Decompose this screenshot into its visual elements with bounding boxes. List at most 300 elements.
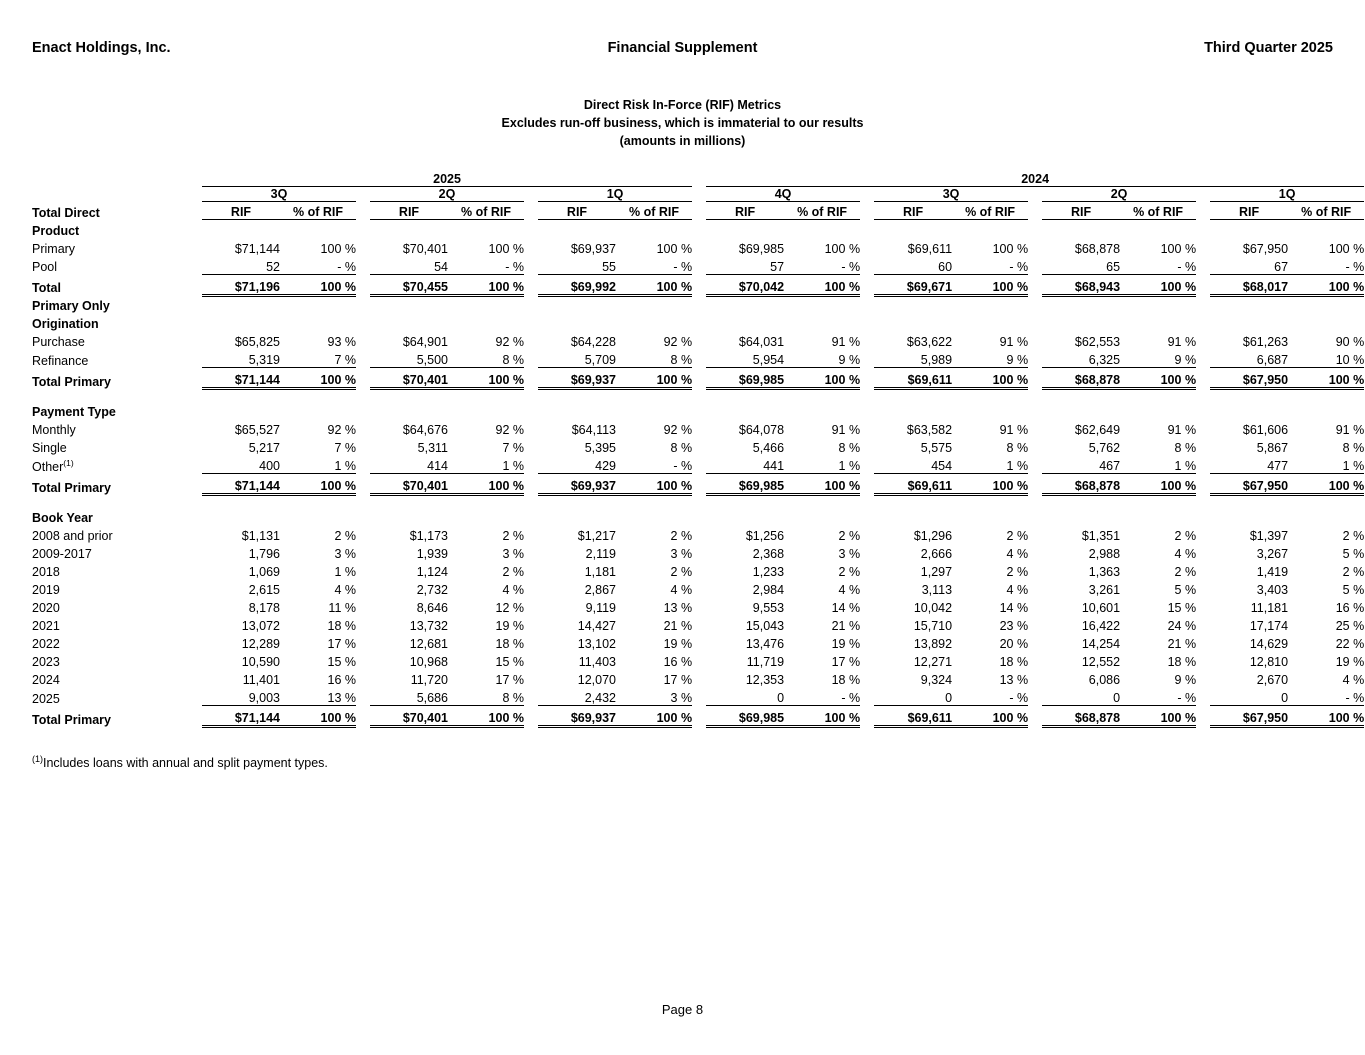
cell-value: 7 % <box>334 353 356 368</box>
row-label: 2019 <box>32 583 60 598</box>
cell-value: 91 % <box>1167 423 1197 438</box>
table-row <box>32 669 1364 687</box>
year-header-row <box>32 172 1364 187</box>
table-row <box>32 579 1364 597</box>
cell-value: 9,324 <box>920 673 953 688</box>
table-row <box>32 633 1364 651</box>
cell-value: 2,984 <box>752 583 785 598</box>
cell-value: $69,937 <box>538 706 616 727</box>
cell-value: $65,527 <box>234 423 280 438</box>
column-header-row <box>32 202 1364 220</box>
cell-value: 1,124 <box>416 565 448 580</box>
row-label: 2024 <box>32 673 60 688</box>
cell-value: 92 % <box>495 335 524 350</box>
cell-value: 13,072 <box>241 619 280 634</box>
cell-value: $69,985 <box>738 241 785 256</box>
cell-value: 10,042 <box>913 601 953 616</box>
cell-value: $70,455 <box>370 274 448 295</box>
cell-value: 13 % <box>663 601 693 616</box>
cell-value: 454 <box>931 459 953 474</box>
footnote <box>32 754 1333 770</box>
cell-value: 90 % <box>1335 335 1365 350</box>
cell-value: $70,042 <box>706 274 784 295</box>
cell-value: $1,296 <box>913 529 953 544</box>
cell-value: - % <box>505 259 524 274</box>
cell-value: 8 % <box>1174 441 1197 456</box>
cell-value: 13,476 <box>745 637 785 652</box>
cell-value: 0 <box>777 691 785 706</box>
cell-value: 91 % <box>1167 335 1197 350</box>
col-header-pct-5: % of RIF <box>952 202 1028 220</box>
cell-value: 100 % <box>280 274 356 295</box>
cell-value: 467 <box>1099 459 1121 474</box>
cell-value: 4 % <box>670 583 693 598</box>
cell-value: 91 % <box>999 335 1029 350</box>
cell-value: 100 % <box>1160 241 1197 256</box>
cell-value: 11,181 <box>1250 601 1289 616</box>
document-title: Financial Supplement <box>607 40 758 56</box>
spacer-row <box>32 495 1364 508</box>
cell-value: 6,086 <box>1088 673 1121 688</box>
cell-value: 3,267 <box>1256 547 1289 562</box>
cell-value: 11,719 <box>746 655 785 670</box>
page-number: Page 8 <box>661 1002 704 1017</box>
cell-value: 8 % <box>838 441 861 456</box>
cell-value: 100 % <box>616 368 692 389</box>
cell-value: - % <box>1177 259 1197 274</box>
cell-value: 1,069 <box>248 565 280 580</box>
footnote-text: Includes loans with annual and split payment types. <box>43 756 328 771</box>
spacer-row <box>32 389 1364 402</box>
col-header-rif-4: RIF <box>706 202 784 220</box>
cell-value: $70,401 <box>370 368 448 389</box>
table-row <box>32 543 1364 561</box>
cell-value: 2 % <box>502 529 524 544</box>
cell-value: 92 % <box>327 423 356 438</box>
table-row <box>32 256 1364 275</box>
cell-value: 17,174 <box>1249 619 1289 634</box>
cell-value: 1,363 <box>1088 565 1121 580</box>
cell-value: 100 % <box>488 241 524 256</box>
cell-value: 5,575 <box>920 441 953 456</box>
cell-value: 2 % <box>502 565 524 580</box>
cell-value: 100 % <box>448 274 524 295</box>
cell-value: 2 % <box>1174 565 1197 580</box>
rif-metrics-table <box>32 172 1364 728</box>
cell-value: 14,254 <box>1081 637 1121 652</box>
row-label: 2023 <box>32 655 60 670</box>
cell-value: $63,582 <box>906 423 953 438</box>
cell-value: $69,671 <box>874 274 952 295</box>
cell-value: 1 % <box>334 459 356 474</box>
cell-value: - % <box>673 259 693 274</box>
cell-value: 10,590 <box>241 655 280 670</box>
table-total-row <box>32 368 1364 389</box>
cell-value: 1,297 <box>920 565 953 580</box>
cell-value: $69,992 <box>538 274 616 295</box>
cell-value: 10 % <box>1335 353 1365 368</box>
cell-value: 100 % <box>784 368 860 389</box>
cell-value: 100 % <box>952 474 1028 495</box>
cell-value: 22 % <box>1335 637 1365 652</box>
cell-value: 5,311 <box>417 441 448 456</box>
cell-value: 12,353 <box>745 673 785 688</box>
cell-value: 23 % <box>999 619 1029 634</box>
cell-value: $69,985 <box>706 474 784 495</box>
cell-value: $62,649 <box>1074 423 1121 438</box>
cell-value: 17 % <box>831 655 861 670</box>
section-heading-book-year: Book Year <box>32 511 93 526</box>
cell-value: 7 % <box>334 441 356 456</box>
cell-value: $69,985 <box>706 368 784 389</box>
cell-value: $67,950 <box>1210 474 1288 495</box>
subheading-row-origination <box>32 313 1364 331</box>
cell-value: 4 % <box>838 583 861 598</box>
cell-value: $1,173 <box>409 529 448 544</box>
footnote-marker: (1) <box>63 457 74 468</box>
cell-value: 3 % <box>670 547 693 562</box>
company-name: Enact Holdings, Inc. <box>32 40 171 56</box>
cell-value: 65 <box>1106 259 1121 274</box>
footnote-marker: (1) <box>32 754 43 765</box>
cell-value: 57 <box>770 259 785 274</box>
cell-value: $69,611 <box>874 474 952 495</box>
row-label: 2025 <box>32 691 60 706</box>
cell-value: - % <box>1177 691 1197 706</box>
cell-value: 3,403 <box>1256 583 1289 598</box>
cell-value: $69,985 <box>706 706 784 727</box>
cell-value: 52 <box>266 259 280 274</box>
cell-value: 1 % <box>838 459 861 474</box>
cell-value: 8 % <box>502 353 524 368</box>
cell-value: $69,937 <box>538 368 616 389</box>
cell-value: $71,144 <box>202 474 280 495</box>
cell-value: 100 % <box>784 274 860 295</box>
cell-value: 18 % <box>999 655 1029 670</box>
table-row <box>32 651 1364 669</box>
cell-value: - % <box>841 691 861 706</box>
section-heading-row-payment-type <box>32 401 1364 419</box>
cell-value: $1,131 <box>241 529 280 544</box>
cell-value: $71,144 <box>202 368 280 389</box>
table-row <box>32 331 1364 349</box>
cell-value: 429 <box>595 459 616 474</box>
col-header-pct-2: % of RIF <box>448 202 524 220</box>
cell-value: 4 % <box>502 583 524 598</box>
cell-value: 91 % <box>831 423 861 438</box>
cell-value: $1,397 <box>1249 529 1289 544</box>
row-label: Single <box>32 441 67 456</box>
quarter-header-row <box>32 187 1364 202</box>
cell-value: 100 % <box>1120 474 1196 495</box>
cell-value: 8 % <box>502 691 524 706</box>
cell-value: 9 % <box>1174 673 1197 688</box>
cell-value: 3 % <box>334 547 356 562</box>
cell-value: 2,432 <box>584 691 616 706</box>
section-heading-row-book-year <box>32 507 1364 525</box>
cell-value: $62,553 <box>1074 335 1121 350</box>
cell-value: $68,878 <box>1074 241 1121 256</box>
cell-value: 1,233 <box>752 565 785 580</box>
cell-value: $71,144 <box>234 241 280 256</box>
cell-value: 100 % <box>952 706 1028 727</box>
cell-value: 12,070 <box>577 673 616 688</box>
table-row <box>32 419 1364 437</box>
cell-value: 10,601 <box>1081 601 1121 616</box>
cell-value: 5,867 <box>1256 441 1289 456</box>
cell-value: - % <box>1009 691 1029 706</box>
cell-value: $61,606 <box>1242 423 1289 438</box>
cell-value: 100 % <box>784 706 860 727</box>
row-label: Purchase <box>32 335 85 350</box>
cell-value: $68,017 <box>1210 274 1288 295</box>
document-header <box>32 40 1333 56</box>
cell-value: 92 % <box>663 423 693 438</box>
table-row <box>32 597 1364 615</box>
cell-value: 100 % <box>280 706 356 727</box>
cell-value: 60 <box>938 259 953 274</box>
cell-value: 19 % <box>1335 655 1365 670</box>
section-heading-primary-only: Primary Only <box>32 299 110 314</box>
cell-value: 18 % <box>1167 655 1197 670</box>
cell-value: 91 % <box>831 335 861 350</box>
cell-value: 2,368 <box>752 547 785 562</box>
cell-value: - % <box>1345 259 1365 274</box>
cell-value: 9,553 <box>752 601 785 616</box>
cell-value: 8 % <box>670 353 693 368</box>
cell-value: 6,687 <box>1256 353 1289 368</box>
row-label: 2018 <box>32 565 60 580</box>
section-heading-total-direct: Total Direct <box>32 205 100 220</box>
year-header-2024: 2024 <box>706 172 1364 187</box>
cell-value: 2 % <box>1174 529 1197 544</box>
cell-value: $64,676 <box>402 423 448 438</box>
quarter-header-4q-2024: 4Q <box>706 187 860 202</box>
cell-value: $71,196 <box>202 274 280 295</box>
cell-value: 1 % <box>334 565 356 580</box>
cell-value: $68,878 <box>1042 368 1120 389</box>
cell-value: 21 % <box>663 619 693 634</box>
cell-value: 5,319 <box>248 353 280 368</box>
row-label: Total Primary <box>32 374 111 389</box>
cell-value: 3,261 <box>1088 583 1121 598</box>
cell-value: 2,670 <box>1256 673 1289 688</box>
cell-value: 19 % <box>495 619 524 634</box>
cell-value: 100 % <box>616 706 692 727</box>
cell-value: 14,427 <box>577 619 616 634</box>
cell-value: 5,762 <box>1088 441 1121 456</box>
cell-value: $64,901 <box>402 335 448 350</box>
cell-value: 12,271 <box>913 655 953 670</box>
title-line-2: Excludes run-off business, which is immaterial to our results <box>501 116 864 131</box>
cell-value: 17 % <box>663 673 693 688</box>
cell-value: 2,988 <box>1088 547 1121 562</box>
table-row <box>32 238 1364 256</box>
cell-value: 5,395 <box>584 441 616 456</box>
cell-value: 18 % <box>831 673 861 688</box>
cell-value: $64,078 <box>738 423 785 438</box>
cell-value: $69,937 <box>570 241 616 256</box>
cell-value: 100 % <box>320 241 356 256</box>
cell-value: 100 % <box>280 368 356 389</box>
cell-value: 92 % <box>663 335 693 350</box>
title-line-3: (amounts in millions) <box>619 134 746 149</box>
cell-value: - % <box>841 259 861 274</box>
cell-value: 16 % <box>1335 601 1365 616</box>
cell-value: 5 % <box>1174 583 1197 598</box>
year-header-2025: 2025 <box>202 172 692 187</box>
cell-value: 100 % <box>656 241 693 256</box>
cell-value: 67 <box>1274 259 1289 274</box>
row-label: 2022 <box>32 637 60 652</box>
col-header-rif-7: RIF <box>1210 202 1288 220</box>
cell-value: 4 % <box>334 583 356 598</box>
cell-value: 441 <box>763 459 785 474</box>
cell-value: 1,796 <box>248 547 280 562</box>
cell-value: 2,732 <box>416 583 448 598</box>
cell-value: 5,500 <box>416 353 448 368</box>
section-heading-row-primary-only <box>32 295 1364 313</box>
cell-value: 4 % <box>1006 547 1029 562</box>
cell-value: 5,686 <box>416 691 448 706</box>
cell-value: 18 % <box>495 637 524 652</box>
cell-value: 2 % <box>1342 565 1365 580</box>
row-label: 2008 and prior <box>32 529 113 544</box>
cell-value: 1,419 <box>1256 565 1289 580</box>
col-header-pct-3: % of RIF <box>616 202 692 220</box>
table-row <box>32 349 1364 368</box>
cell-value: 1 % <box>1342 459 1365 474</box>
cell-value: 100 % <box>1120 368 1196 389</box>
cell-value: 3 % <box>838 547 861 562</box>
col-header-pct-4: % of RIF <box>784 202 860 220</box>
cell-value: 100 % <box>1120 706 1196 727</box>
col-header-rif-3: RIF <box>538 202 616 220</box>
cell-value: - % <box>673 459 693 474</box>
cell-value: 5,709 <box>584 353 616 368</box>
cell-value: 100 % <box>616 274 692 295</box>
subheading-row-product <box>32 220 1364 238</box>
cell-value: 100 % <box>1288 474 1364 495</box>
col-header-rif-6: RIF <box>1042 202 1120 220</box>
report-period: Third Quarter 2025 <box>1204 40 1333 56</box>
col-header-pct-7: % of RIF <box>1288 202 1364 220</box>
cell-value: $69,611 <box>874 706 952 727</box>
cell-value: $70,401 <box>370 706 448 727</box>
cell-value: 12,552 <box>1081 655 1121 670</box>
cell-value: 13 % <box>999 673 1029 688</box>
cell-value: $67,950 <box>1210 706 1288 727</box>
table-row <box>32 455 1364 474</box>
cell-value: 91 % <box>999 423 1029 438</box>
cell-value: 4 % <box>1174 547 1197 562</box>
table-row <box>32 525 1364 543</box>
cell-value: 100 % <box>1120 274 1196 295</box>
cell-value: $64,113 <box>571 423 616 438</box>
cell-value: $65,825 <box>234 335 280 350</box>
row-label: 2009-2017 <box>32 547 92 562</box>
col-header-rif-1: RIF <box>202 202 280 220</box>
cell-value: $68,878 <box>1042 474 1120 495</box>
cell-value: 2 % <box>1342 529 1365 544</box>
cell-value: - % <box>1009 259 1029 274</box>
table-row <box>32 687 1364 706</box>
cell-value: 2 % <box>1006 529 1029 544</box>
subsection-heading-origination: Origination <box>32 317 99 332</box>
row-label: Primary <box>32 241 76 256</box>
cell-value: 100 % <box>448 474 524 495</box>
row-label: Pool <box>32 260 58 275</box>
cell-value: - % <box>337 259 356 274</box>
cell-value: 477 <box>1267 459 1289 474</box>
cell-value: $69,611 <box>907 241 953 256</box>
cell-value: $63,622 <box>906 335 953 350</box>
cell-value: 5,217 <box>248 441 280 456</box>
cell-value: 16 % <box>663 655 693 670</box>
cell-value: 0 <box>945 691 953 706</box>
cell-value: 2 % <box>670 565 693 580</box>
cell-value: 4 % <box>1006 583 1029 598</box>
table-total-row <box>32 706 1364 727</box>
row-label: 2021 <box>32 619 60 634</box>
cell-value: 55 <box>602 259 616 274</box>
col-header-pct-1: % of RIF <box>280 202 356 220</box>
cell-value: 9 % <box>838 353 861 368</box>
cell-value: $71,144 <box>202 706 280 727</box>
cell-value: $68,943 <box>1042 274 1120 295</box>
cell-value: 8,646 <box>416 601 448 616</box>
cell-value: 11,403 <box>578 655 616 670</box>
cell-value: 14 % <box>831 601 861 616</box>
row-label: Total Primary <box>32 480 111 495</box>
cell-value: 11,401 <box>242 673 280 688</box>
cell-value: 12,810 <box>1249 655 1289 670</box>
col-header-pct-6: % of RIF <box>1120 202 1196 220</box>
cell-value: 3 % <box>670 691 693 706</box>
cell-value: 5,954 <box>752 353 785 368</box>
cell-value: $70,401 <box>402 241 448 256</box>
cell-value: 100 % <box>1288 706 1364 727</box>
cell-value: 10,968 <box>409 655 448 670</box>
cell-value: 11,720 <box>410 673 448 688</box>
cell-value: 100 % <box>448 368 524 389</box>
section-heading-payment-type: Payment Type <box>32 405 116 420</box>
cell-value: 19 % <box>663 637 693 652</box>
cell-value: 3,113 <box>921 583 953 598</box>
cell-value: 1,939 <box>416 547 448 562</box>
cell-value: 18 % <box>327 619 356 634</box>
cell-value: $1,351 <box>1081 529 1121 544</box>
cell-value: 100 % <box>280 474 356 495</box>
cell-value: 11 % <box>328 601 356 616</box>
cell-value: 100 % <box>1288 274 1364 295</box>
quarter-header-3q-2024: 3Q <box>874 187 1028 202</box>
quarter-header-1q-2024: 1Q <box>1210 187 1364 202</box>
cell-value: 100 % <box>1288 368 1364 389</box>
cell-value: 5 % <box>1342 583 1365 598</box>
table-titles <box>32 96 1333 150</box>
cell-value: $69,611 <box>874 368 952 389</box>
cell-value: 2 % <box>838 565 861 580</box>
cell-value: 4 % <box>1342 673 1365 688</box>
cell-value: 1 % <box>1174 459 1197 474</box>
cell-value: $64,031 <box>738 335 785 350</box>
quarter-header-1q-2025: 1Q <box>538 187 692 202</box>
cell-value: 2 % <box>670 529 693 544</box>
cell-value: 19 % <box>831 637 861 652</box>
cell-value: 92 % <box>495 423 524 438</box>
cell-value: 12 % <box>495 601 524 616</box>
